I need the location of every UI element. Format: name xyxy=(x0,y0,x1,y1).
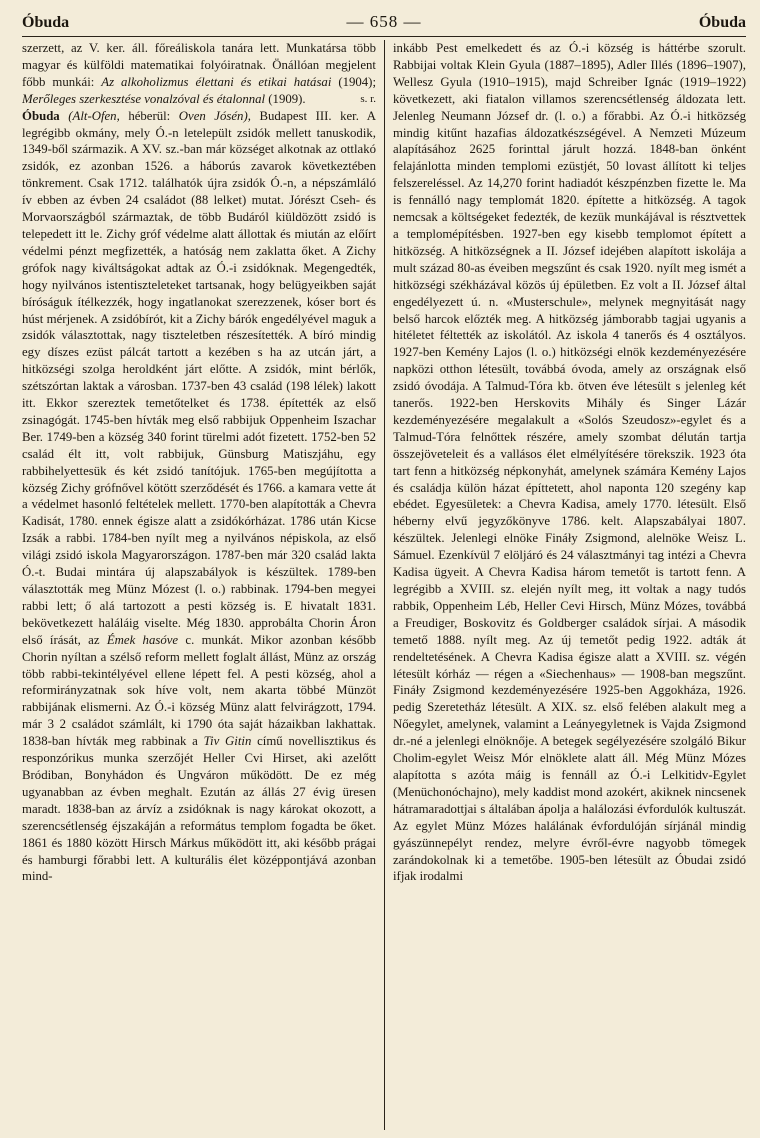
text-columns xyxy=(22,40,746,1130)
right-column xyxy=(384,40,746,1130)
entry-continuation xyxy=(393,40,746,885)
book-title-tiv-gitin: Tiv Gitin xyxy=(203,734,252,749)
entry-body-3: című novellisztikus és responzórikus munka szerzőjét Heller Cvi Hirset, aki azelőtt Bródiban, Bonyhádon és Ungváron működött. De ez még ugyanabban az évben meghalt. Ezután az állás 27 évig üresen maradt. 1838-ban az árvíz a zsidóknak is nagy károkat okozott, a szerencsétlenség éjszakáján a református templom fogadta be őket. 1861 és 1880 között Hirsch Márkus működött itt, aki később prágai és hamburgi főrabbi lett. A kulturális élet középpontjává azonban mind- xyxy=(22,734,376,884)
header-rule xyxy=(22,36,746,37)
book-title-emek: Émek hasóve xyxy=(106,632,179,647)
page-header xyxy=(22,10,746,32)
headword-hebrew: Oven Jósén), xyxy=(178,108,251,123)
work-year-2: (1909). xyxy=(268,91,306,106)
running-head-right: Óbuda xyxy=(698,14,746,31)
entry-body-4: inkább Pest emelkedett és az Ó.-i község is háttérbe szorult. Rabbijai voltak Klein Gyula (1887–1895), Adler Illés (1896–1907), Wellesz Gyula (1910–1915), majd Schreiber Ignác (1919–1922) következett, aki fiatalon villamos szerencsétlenség áldozata lett. Jelenleg Neumann József dr. (l. o.) a főrabbi. Az Ó.-i hitközség mindig kitűnt hazafias áldozatkészségével. A Nemzeti Múzeum alapításához 2625 forinttal járult hozzá. 1848-ban önként felajánlotta minden templomi ezüstjét, 50 lovast állított ki teljes felszereléssel. Az 14,270 forint hadiadót készpénzben fizette le. Ma is fennálló nagy templomát 1820. építette a hitközség. A tagok nemcsak a költségeket fedezték, de kezük munkájával is résztvettek a templomépítésben. 1927-ben egy kisebb templomot épített a hitközség. A hitközségnek a II. József idejében alapított iskolája a mult század 80-as éveiben megszűnt és csak 1920. nyílt meg ismét a hitközségi székházával közös új épületben. Ez volt a II. József által engedélyezett ú. n. «Musterschule», melynek megnyitását nagy belső harcok előzték meg. A hitközség jámborabb tagjai ugyanis a hitéletet féltették az iskolától. Az iskola 4 tanerős és 4 osztályos. 1927-ben Kemény Lajos (l. o.) hitközségi elnök kezdeményezésére napközi otthon létesült, továbbá óvoda, amely az országnak első zsidó óvodája. A Talmud-Tóra kb. ötven éve létesült s jelenleg két tanerős. 1922-ben Herskovits Mihály és Singer Lázár kezdeményezésére megalakult a «Solós Szeudosz»-egylet és a Talmud-Tóra felnőttek részére, amely szombat délután tartja összejöveteleit és a vallásos élet elmélyítésére törekszik. 1923 óta tart fenn a hitközség népkonyhát, amelynek számára Kemény Lajos és családja külön házat építtetett, ahol naponta 120 szegény kap ebédet. Egyesületek: a Chevra Kadisa, amely 1770. létesült. Első héberny elvű jegyzőkönyve 1786. kelt. Alapszabályai 1807. készültek. Jelenlegi elnöke Fináły Zsigmond, alelnöke Weisz L. Sámuel. Ezenkívül 7 elöljáró és 24 választmányi tag intézi a Chevra Kadisa ügyeit. A Chevra Kadisa három temetőt is tartott fenn. A legrégibb a XVIII. sz. elején nyílt meg, itt voltak a nagy tudós rabbik, Oppenheim Léb, Heller Cevi Hirsch, Münz Mózes, továbbá a Freudiger, Boskovitz és Goldberger családok sírjai. A második temető 1888. nyílt meg. Az új temetőt pedig 1922. adták át rendeltetésének. A Chevra Kadisa égisze alatt a XVIII. sz. végén létesült kórház — régen a «Siechenhaus» — 1908-ban megszűnt. Fináły Zsigmond kezdeményezésére 1925-ben Aggokháza, 1926. pedig Szeretetház létesült. A XIX. sz. első felében alakult meg a Nőegylet, amelynek, valamint a Leányegyletnek is Vajda Zsigmond dr.-né a jelenlegi elnöknője. A betegek segélyezésére szolgáló Bikur Cholim-egylet Weisz Mór elnöklete alatt áll. Még Münz Mózes alapította s azóta máig is fennáll az Ó.-i Lelkitidv-Egylet (Menüchonóchajno), mely kaddist mond azokért, akiknek nincsenek hátramaradottjai s általában ápolja a halálozási évfordulók kultuszát. Az egylet Münz Mózes halálának évfordulóján sírjánál mindig gyászünnepélyt rendez, melyre évről-évre nagyobb tömegek zarándokolnak ki a temetőbe. 1905-ben létesült az Óbudai zsidó ifjak irodalmi xyxy=(393,41,746,884)
work-year-1: (1904); xyxy=(338,74,377,89)
entry-body-2: c. munkát. Mikor azonban később Chorin nyíltan a szélső reform mellett foglalt állást, Münz az ország több rabbi-tekintélyével ellene lépett fel. A pesti község, ahol a reformirányzatnak sok híve volt, nem akarta többé Münzöt rabbijának elismerni. Az Ó.-i község Münz alatt felvirágzott, 1794. már 3 2 családot számlált, ki 1790 óta saját házaikban lakhattak. 1838-ban hívták meg rabbinak a xyxy=(22,632,376,749)
previous-entry-end xyxy=(22,40,376,108)
work-title-2: Merőleges szerkesztése vonalzóval és étalonnal xyxy=(22,91,266,106)
work-title-1: Az alkoholizmus élettani és etikai hatásai xyxy=(101,74,332,89)
entry-obuda xyxy=(22,108,376,886)
page-number: — 658 — xyxy=(346,12,422,31)
intro-text: szerzett, az V. ker. áll. főreáliskola tanára lett. Munkatársa több magyar és külföldi matematikai folyóiratnak. Önállóan megjelent főbb munkái: xyxy=(22,41,376,89)
running-head-left: Óbuda xyxy=(22,14,70,31)
left-column xyxy=(22,40,384,1130)
author-signature: s. r. xyxy=(360,92,376,105)
headword-alt-name: (Alt-Ofen, xyxy=(68,108,120,123)
entry-body-1: Budapest III. ker. A legrégibb okmány, mely Ó.-n letelepült zsidók mellett tanuskodik, 1349-ből származik. A XV. sz.-ban már községet alkotnak az ottlakó zsidók, ez azonban 1526. a háborús zavarok következtében tönkrement. Csak 1712. találhatók újra zsidók Ó.-n, a népszámláló ív ebben az évben 24 családot (88 lelket) mutat. Jórészt Cseh- és Morvaországból származtak, de több Budáról kiüldözött zsidó is telepedett itt le. Zichy gróf védelme alatt állottak és miután az előírt védelmi pénzt megfizették, a hatóság nem zaklatta őket. A Zichy grófok nagy kiváltságokat adtak az Ó.-i zsidóknak. Megengedték, hogy nyilvános istentiszteleteket tartsanak, hogy belügyeikben saját bíróságuk ítélkezzék, hogy ingatlanokat szerezzenek, kóser bort és húst mérjenek. A zsidóbírót, kit a Zichy bárók engedélyével maguk a zsidók választottak, nagy tiszteletben részesítették. A bíró mindig egy díszes ezüst pálcát tartott a kezében s ha az utcán járt, a hitközségi szolga heroldként járt előtte. A zsidók, mint bérlők, szétszórtan laktak a városban. 1737-ben 43 család (198 lélek) lakott itt. Ekkor szereztek temetőtelket és 1738. építették az első zsinagógát. 1745-ben hívták meg első rabbijuk Oppenheim Iszachar Ber. 1749-ben a község 340 forint türelmi adót fizetett. 1752-ben 52 család élt itt, volt rabbijuk, Günsburg Matiszjáhu, egy rabbihelyettesük és két zsidó tanítójuk. 1765-ben megújította a község Zichy grófnővel kötött szerződését és 1766. a kamara vette át a védelmet hasonló feltételek mellett. 1770-ben alapították a Chevra Kadisát, 1780. ennek égisze alatt a zsidókórházat. 1786 után Kicse Izsák a rabbi. 1784-ben nyílt meg a nyilvános népiskola, az első világi zsidó iskola Magyarországon. 1787-ben már 320 család lakta Ó.-t. Budai mintára új alapszabályok is készültek. 1789-ben választották meg Münz Mózest (l. o.) rabbinak. 1794-ben megyei rabbi lett; ő alá tartozott a pesti község is. E hivatalt 1831. bekövetkezett haláláig viselte. Még 1830. approbálta Chorin Áron első írását, az xyxy=(22,108,376,647)
headword-label: héberül: xyxy=(128,108,171,123)
entry-headword: Óbuda xyxy=(22,108,60,123)
